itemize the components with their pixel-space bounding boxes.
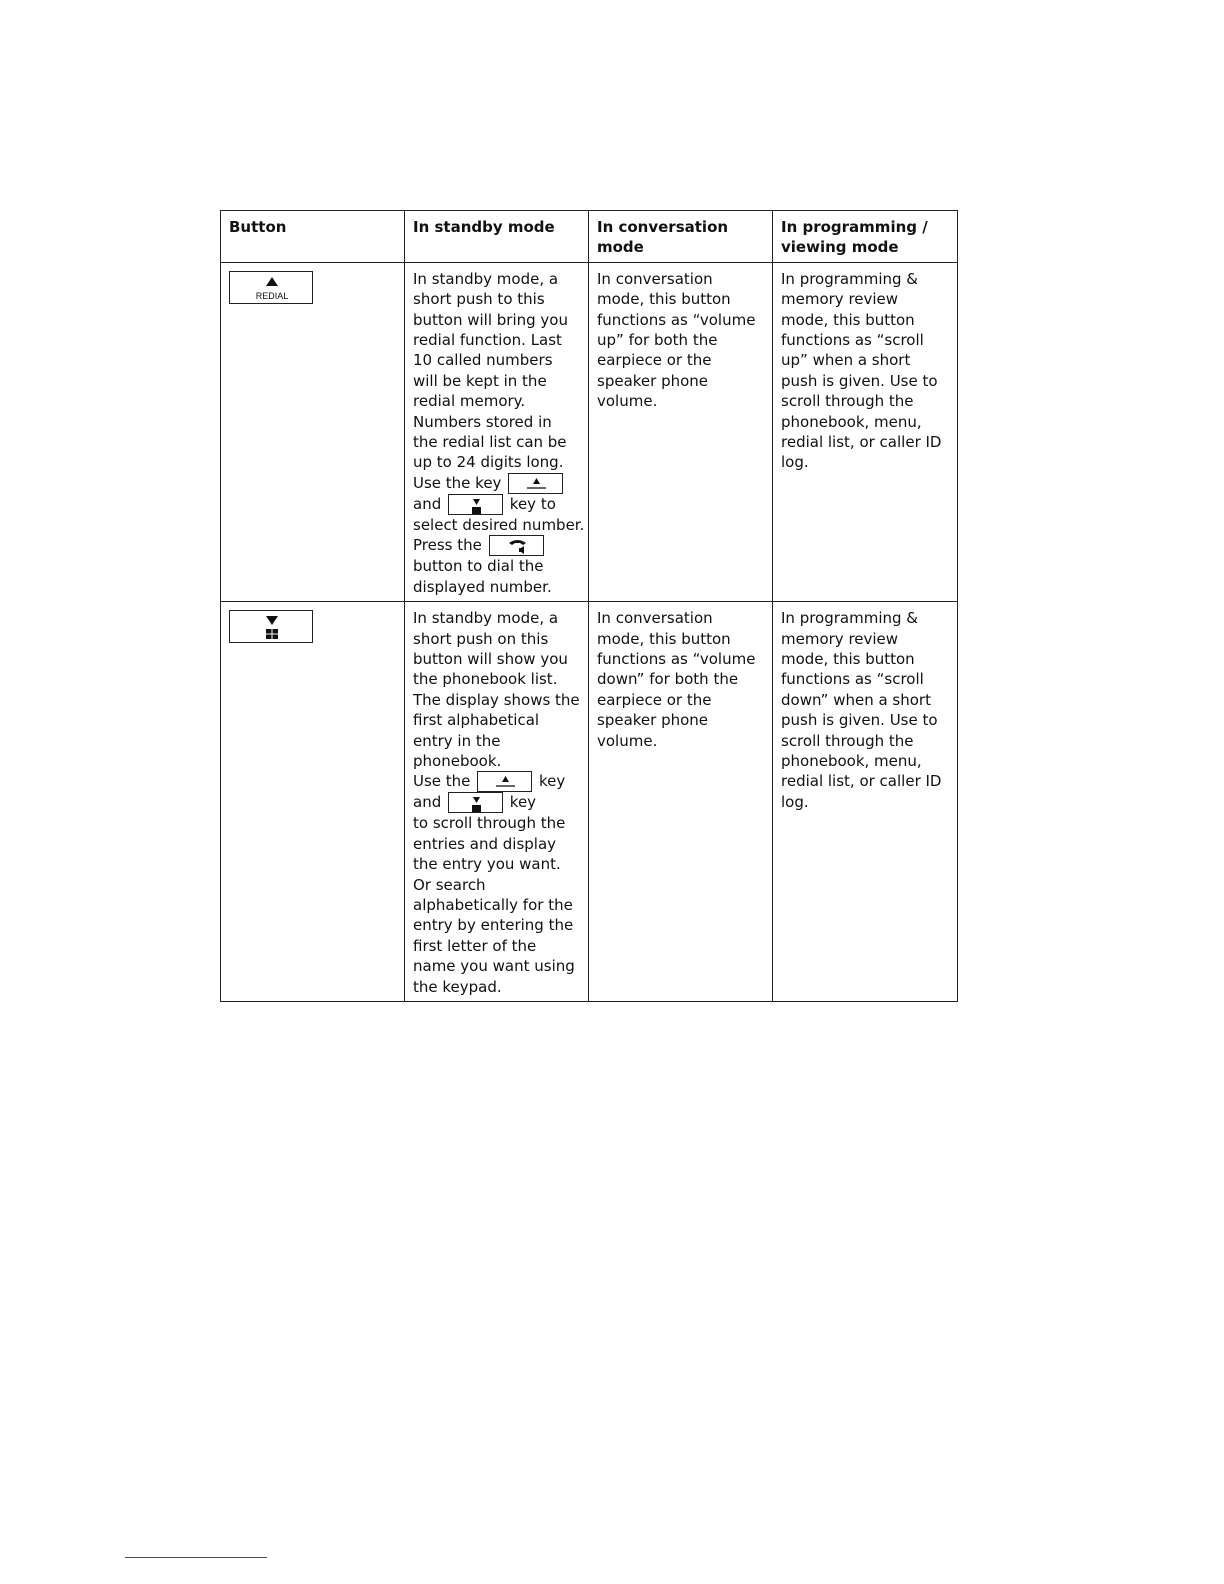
header-button: Button	[221, 211, 405, 263]
button-function-table	[220, 210, 958, 1002]
key-label: key	[509, 793, 537, 812]
header-programming: In programming / viewing mode	[773, 211, 958, 263]
button-cell	[221, 602, 405, 1002]
table-header-row	[221, 211, 958, 263]
conversation-cell: In conversation mode, this button functions as “volume up” for both the earpiece or the speaker phone volume.	[589, 262, 773, 601]
header-standby: In standby mode	[405, 211, 589, 263]
dial-displayed-text: button to dial the displayed number.	[413, 557, 552, 596]
phonebook-key-inline	[448, 494, 503, 515]
up-arrow-redial-icon	[509, 474, 564, 495]
key-to-label: key to	[509, 494, 556, 513]
standby-cell	[405, 262, 589, 601]
standby-text: In standby mode, a short push to this button will bring you redial function. Last 10 called numbers will be kept in the redial memory. Numbers stored in the redial list can be up to 24 digits long.	[413, 269, 568, 472]
down-arrow-phonebook-icon	[449, 793, 504, 814]
button-cell	[221, 262, 405, 601]
and-label: and	[413, 793, 442, 812]
up-arrow-redial-icon	[230, 272, 314, 305]
phonebook-key-inline	[448, 792, 503, 813]
phonebook-down-key	[229, 610, 313, 643]
key-label: key	[538, 772, 566, 791]
table-row	[221, 602, 958, 1002]
redial-key-inline	[508, 473, 563, 494]
down-arrow-phonebook-icon	[449, 495, 504, 516]
programming-cell: In programming & memory review mode, this button functions as “scroll up” when a short push is given. Use to scroll through the phonebook, menu, redial list, or caller ID log.	[773, 262, 958, 601]
press-the-label: Press the	[413, 536, 482, 555]
conversation-cell: In conversation mode, this button functions as “volume down” for both the earpiece or the speaker phone volume.	[589, 602, 773, 1002]
table-row	[221, 262, 958, 601]
standby-text: In standby mode, a short push on this button will show you the phonebook list. The display shows the first alphabetical entry in the phonebook.	[413, 609, 580, 770]
redial-up-key	[229, 271, 313, 304]
talk-key-inline	[489, 535, 544, 556]
scroll-entries-text: to scroll through the entries and display the entry you want. Or search alphabetically for the entry by entering the first letter of the name you want using the keypad.	[413, 814, 575, 996]
programming-cell: In programming & memory review mode, this button functions as “scroll down” when a short push is given. Use to scroll through the phonebook, menu, redial list, or caller ID log.	[773, 602, 958, 1002]
footnote-divider	[125, 1557, 267, 1558]
use-the-label: Use the	[413, 772, 471, 791]
redial-key-label: REDIAL	[255, 290, 289, 301]
redial-key-inline	[477, 771, 532, 792]
use-the-label: Use the key	[413, 473, 502, 492]
up-arrow-redial-icon	[478, 772, 533, 793]
select-desired-label: select desired number.	[413, 515, 585, 534]
standby-cell	[405, 602, 589, 1002]
and-label: and	[413, 494, 442, 513]
phone-handset-icon	[490, 536, 545, 557]
header-conversation: In conversation mode	[589, 211, 773, 263]
down-arrow-phonebook-icon	[230, 611, 314, 644]
